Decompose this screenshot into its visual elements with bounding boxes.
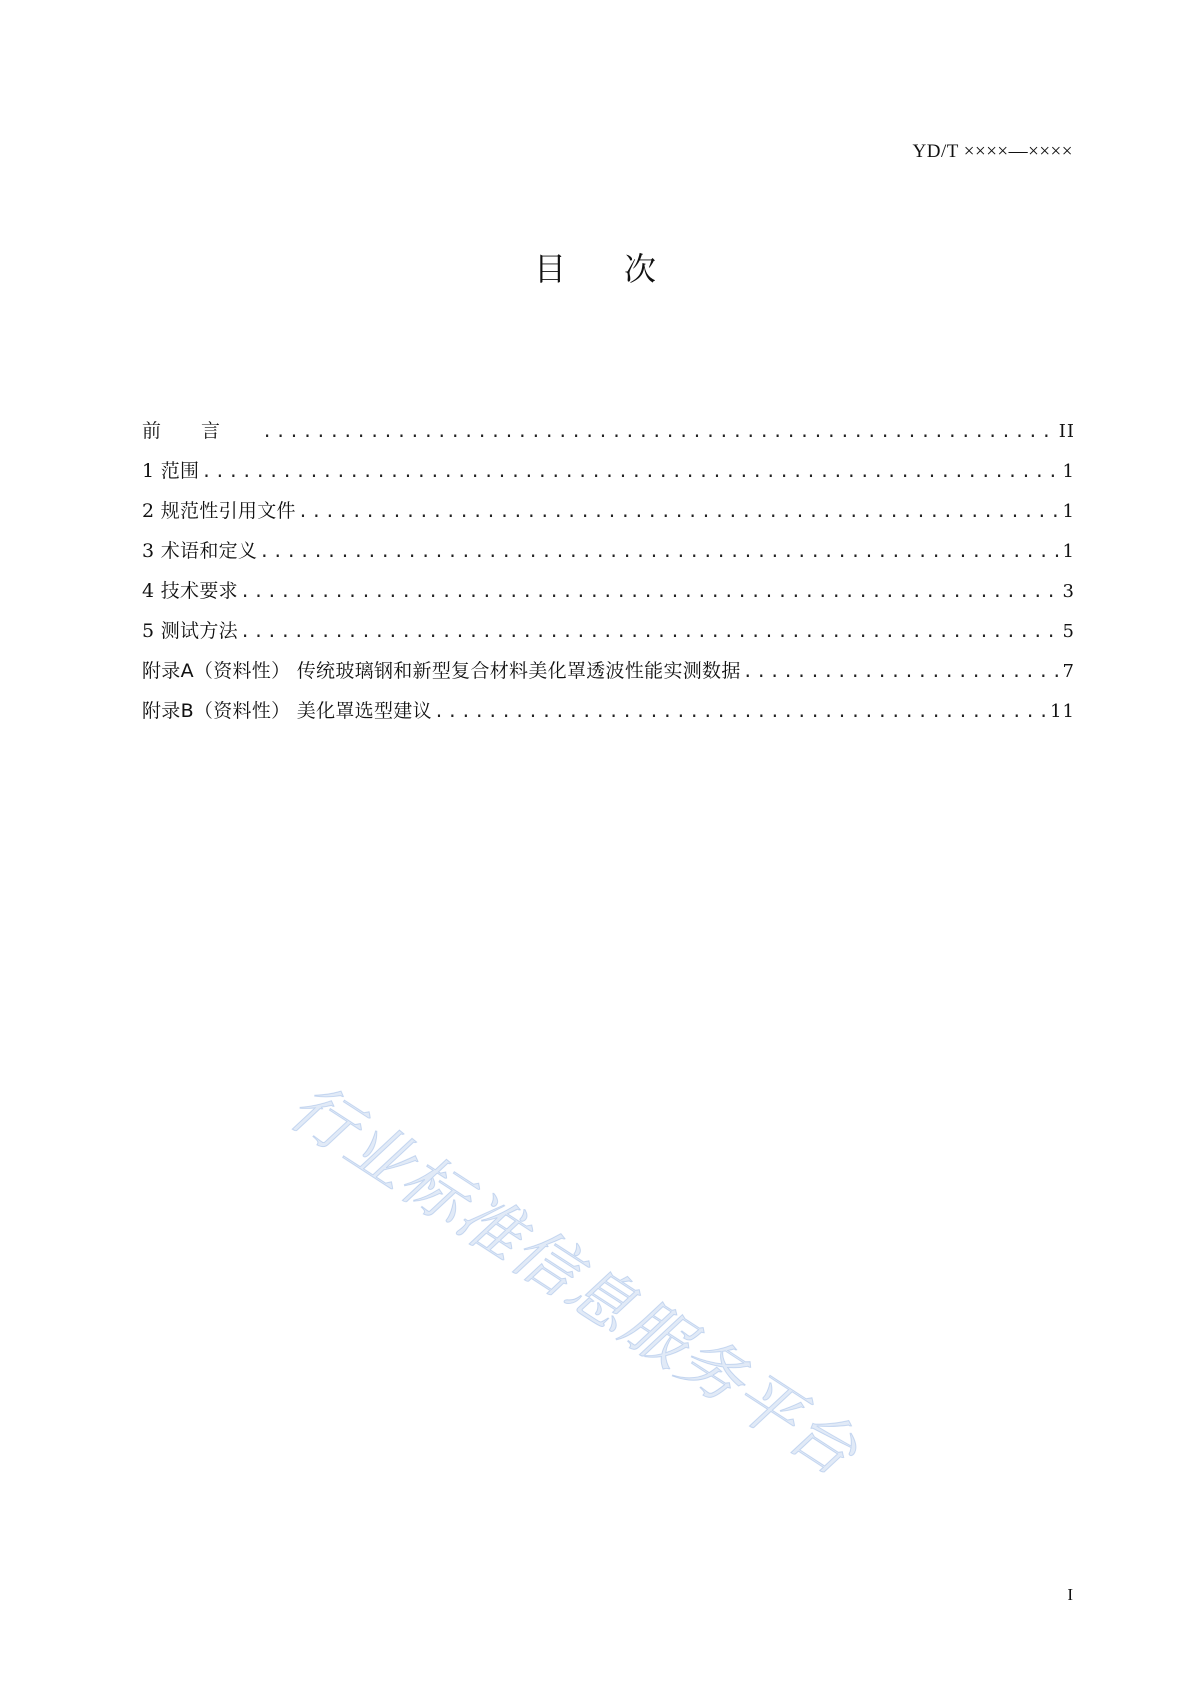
page-number: I — [1067, 1585, 1073, 1604]
toc-entry-label — [142, 576, 238, 603]
toc-entry-scope[interactable] — [142, 456, 1075, 496]
toc-entry-text: 范围 — [160, 460, 200, 482]
toc-entry-number: 4 — [142, 580, 155, 602]
toc-entry-page: 11 — [1050, 701, 1075, 722]
toc-leader-dots — [298, 502, 1061, 522]
toc-leader-dots — [240, 622, 1061, 642]
toc-entry-page: 1 — [1062, 541, 1075, 562]
toc-entry-number: 3 — [142, 540, 155, 562]
toc-entry-annex-b[interactable] — [142, 696, 1075, 736]
toc-entry-label — [142, 456, 199, 483]
toc-entry-text: 规范性引用文件 — [160, 500, 296, 522]
toc-leader-dots — [240, 582, 1061, 602]
watermark: 行业标准信息服务平台 — [276, 1070, 871, 1492]
toc-entry-page: 1 — [1062, 501, 1075, 522]
toc-entry-technical-requirements[interactable] — [142, 576, 1075, 616]
document-code: YD/T ××××—×××× — [912, 141, 1073, 162]
toc-leader-dots — [262, 422, 1057, 442]
toc-title: 目次 — [533, 250, 714, 288]
toc-entry-label: 附录A（资料性） 传统玻璃钢和新型复合材料美化罩透波性能实测数据 — [142, 660, 741, 682]
toc-entry-page: 7 — [1062, 661, 1075, 682]
toc-leader-dots — [201, 462, 1060, 482]
toc-entry-text: 术语和定义 — [160, 540, 258, 562]
toc-entry-number: 5 — [142, 620, 155, 642]
toc-entry-page: II — [1058, 421, 1075, 442]
toc-entry-foreword[interactable] — [142, 416, 1075, 456]
table-of-contents — [142, 416, 1075, 736]
toc-entry-text: 测试方法 — [160, 620, 238, 642]
toc-entry-label: 附录B（资料性） 美化罩选型建议 — [142, 700, 432, 722]
toc-entry-label: 前言 — [142, 420, 261, 442]
toc-entry-label — [142, 536, 257, 563]
toc-entry-annex-a[interactable] — [142, 656, 1075, 696]
toc-leader-dots — [743, 662, 1061, 682]
toc-entry-normative-references[interactable] — [142, 496, 1075, 536]
toc-entry-page: 3 — [1062, 581, 1075, 602]
toc-entry-page: 1 — [1062, 461, 1075, 482]
toc-leader-dots — [259, 542, 1060, 562]
toc-entry-page: 5 — [1062, 621, 1075, 642]
toc-entry-number: 2 — [142, 500, 155, 522]
toc-entry-label — [142, 496, 296, 523]
toc-leader-dots — [434, 702, 1048, 722]
toc-entry-label — [142, 616, 238, 643]
toc-entry-terms-definitions[interactable] — [142, 536, 1075, 576]
toc-entry-number: 1 — [142, 460, 155, 482]
toc-entry-test-methods[interactable] — [142, 616, 1075, 656]
toc-entry-text: 技术要求 — [160, 580, 238, 602]
